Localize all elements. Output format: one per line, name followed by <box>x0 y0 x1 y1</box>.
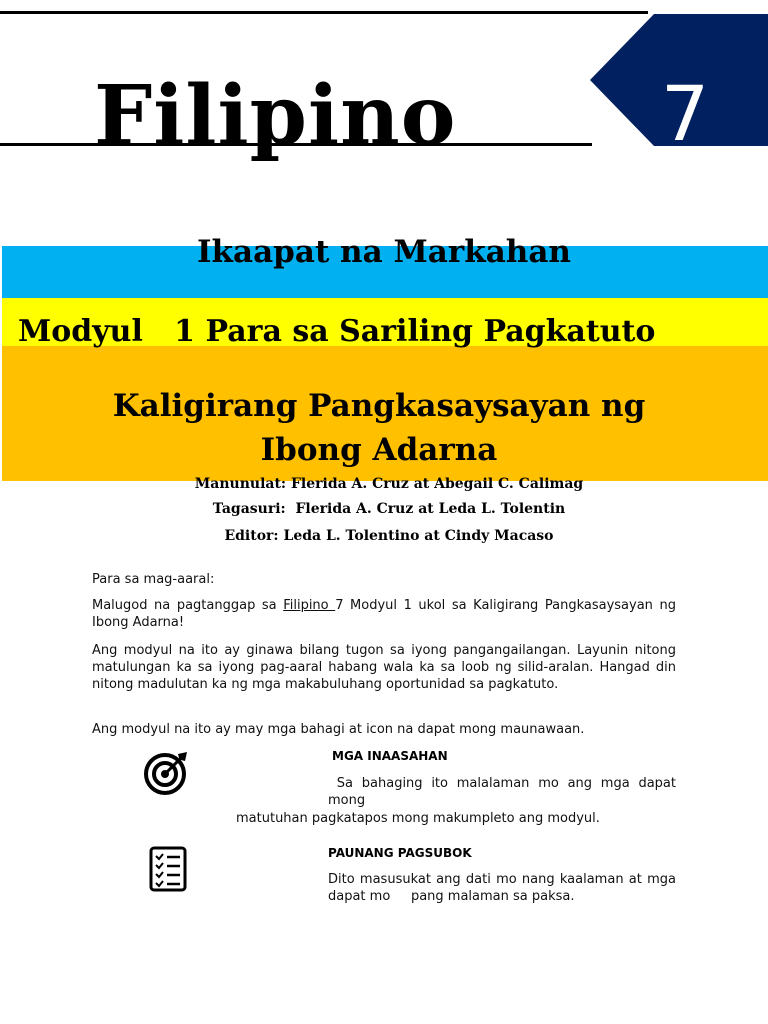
welcome-paragraph <box>92 597 676 631</box>
subject-link: Filipino <box>283 598 336 613</box>
section-text-expectations: Sa bahaging ito malalaman mo ang mga dapat mong <box>328 776 681 808</box>
grade-number: 7 <box>660 69 710 158</box>
reviewers-credit: Tagasuri: Flerida A. Cruz at Leda L. Tolentin <box>212 501 566 517</box>
module-label: Modyul 1 Para sa Sariling Pagkatuto <box>18 314 656 349</box>
topic-title-line1: Kaligirang Pangkasaysayan ng <box>112 388 646 424</box>
editors-credit: Editor: Leda L. Tolentino at Cindy Macaso <box>224 528 554 544</box>
quarter-label: Ikaapat na Markahan <box>197 234 571 270</box>
greeting: Para sa mag-aaral: <box>92 572 215 587</box>
section-text-expectations-cont: matutuhan pagkatapos mong makumpleto ang modyul. <box>236 811 600 826</box>
topic-title-line2: Ibong Adarna <box>260 432 498 468</box>
target-icon <box>144 751 190 795</box>
welcome-text-start: Malugod na pagtanggap sa <box>92 598 284 613</box>
topic-title <box>0 384 758 472</box>
welcome-text-end: 7 Modyul 1 ukol sa Kaligirang Pangkasaysayan ng Ibong Adarna! <box>92 598 676 630</box>
title-top-rule <box>0 11 648 14</box>
checklist-icon <box>149 846 187 892</box>
section-heading-expectations: MGA INAASAHAN <box>332 749 448 763</box>
parts-paragraph: Ang modyul na ito ay may mga bahagi at icon na dapat mong maunawaan. <box>92 722 585 737</box>
section-heading-pretest: PAUNANG PAGSUBOK <box>328 846 472 860</box>
page-title: Filipino <box>94 68 457 164</box>
section-text-pretest: Dito masusukat ang dati mo nang kaalaman at mga dapat mo pang malaman sa paksa. <box>328 872 681 904</box>
writers-credit: Manunulat: Flerida A. Cruz at Abegail C. Calimag <box>194 476 584 492</box>
purpose-paragraph: Ang modyul na ito ay ginawa bilang tugon sa iyong pangangailangan. Layunin nitong matulungan ka sa iyong pag-aaral habang wala ka sa loob ng silid-aralan. Hangad din nitong madulutan ka ng mga makabuluhang oportunidad sa pagkatuto. <box>92 643 676 692</box>
